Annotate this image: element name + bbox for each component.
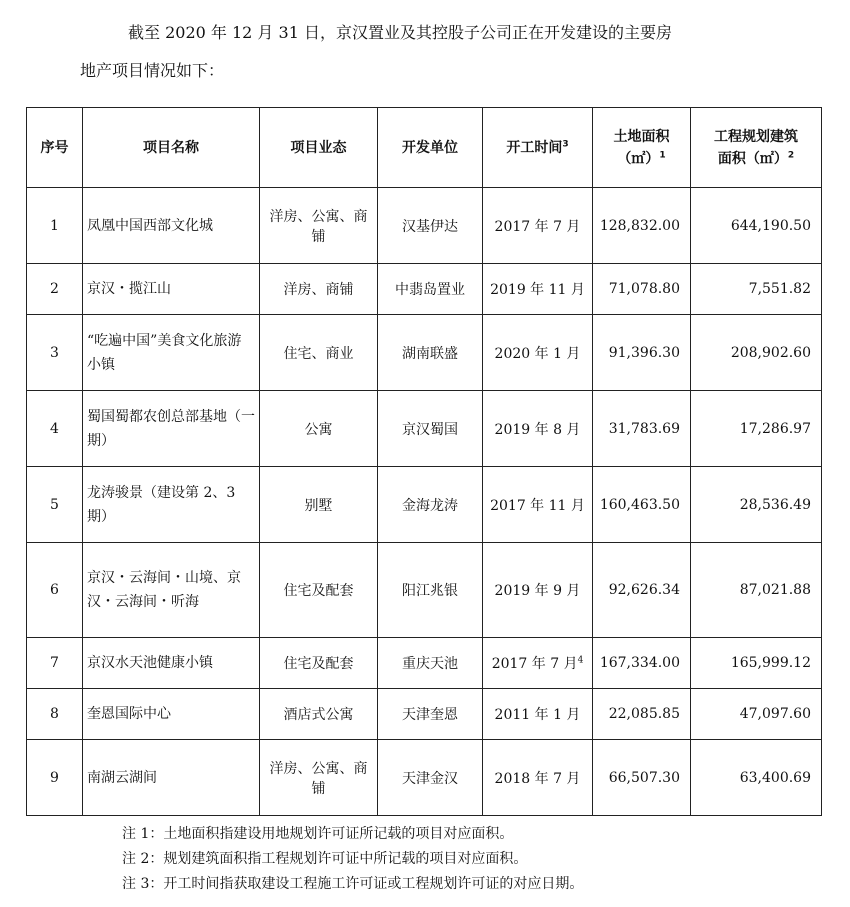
row-developer-text: 天津金汉 xyxy=(402,770,458,787)
row-type-text: 公寓 xyxy=(304,421,333,438)
row-start xyxy=(483,467,593,543)
row-build-area-text: 47,097.60 xyxy=(739,706,811,722)
row-no-text: 4 xyxy=(50,420,59,437)
footnote-ref: 4 xyxy=(577,655,584,666)
row-start-text: 2019 年 8 月 xyxy=(494,421,581,438)
row-build-area xyxy=(691,638,822,689)
row-build-area-text: 208,902.60 xyxy=(730,344,811,361)
row-start-text: 2017 年 7 月 xyxy=(494,218,581,235)
row-land-area xyxy=(593,467,691,543)
row-start-text: 2017 年 11 月 xyxy=(490,497,585,514)
intro-paragraph xyxy=(80,14,820,90)
row-start xyxy=(483,188,593,264)
row-no xyxy=(27,543,83,638)
row-no xyxy=(27,689,83,740)
row-type xyxy=(260,689,378,740)
projects-table xyxy=(26,107,822,816)
row-build-area xyxy=(691,543,822,638)
row-build-area-text: 63,400.69 xyxy=(739,769,811,786)
row-no xyxy=(27,638,83,689)
row-build-area-text: 165,999.12 xyxy=(730,655,811,671)
row-developer-text: 金海龙涛 xyxy=(402,497,458,514)
header-land-line2: （㎡） xyxy=(617,150,660,167)
row-build-area xyxy=(691,467,822,543)
row-build-area xyxy=(691,689,822,740)
table-row xyxy=(27,467,822,543)
row-no-text: 3 xyxy=(50,344,59,361)
row-type xyxy=(260,467,378,543)
table-row xyxy=(27,689,822,740)
row-land-area-text: 71,078.80 xyxy=(608,281,680,297)
row-developer xyxy=(378,689,483,740)
row-start xyxy=(483,315,593,391)
row-start-text: 2011 年 1 月 xyxy=(494,707,581,723)
table-row xyxy=(27,543,822,638)
footnote-ref: 2 xyxy=(787,149,795,160)
row-no-text: 9 xyxy=(50,769,59,786)
row-land-area xyxy=(593,689,691,740)
header-start xyxy=(483,108,593,188)
row-no xyxy=(27,188,83,264)
row-name xyxy=(83,391,260,467)
row-name xyxy=(83,638,260,689)
row-land-area-text: 167,334.00 xyxy=(599,655,680,671)
row-build-area xyxy=(691,188,822,264)
row-developer xyxy=(378,264,483,315)
row-type-text: 酒店式公寓 xyxy=(283,707,354,723)
row-developer-text: 汉基伊达 xyxy=(402,218,458,235)
table-row xyxy=(27,264,822,315)
table-row xyxy=(27,315,822,391)
row-developer-text: 天津奎恩 xyxy=(402,707,458,723)
row-build-area-text: 87,021.88 xyxy=(739,582,811,598)
row-type-text: 洋房、公寓、商铺 xyxy=(269,760,368,797)
row-build-area xyxy=(691,740,822,816)
header-name: 项目名称 xyxy=(83,108,260,188)
row-land-area xyxy=(593,188,691,264)
row-developer xyxy=(378,467,483,543)
row-land-area xyxy=(593,638,691,689)
row-type-text: 洋房、公寓、商铺 xyxy=(269,208,368,245)
row-build-area-text: 644,190.50 xyxy=(730,217,811,234)
row-start xyxy=(483,543,593,638)
row-no xyxy=(27,740,83,816)
header-land-area xyxy=(593,108,691,188)
row-build-area-text: 17,286.97 xyxy=(739,420,811,437)
table-row xyxy=(27,638,822,689)
row-land-area-text: 92,626.34 xyxy=(608,582,680,598)
row-name xyxy=(83,689,260,740)
row-type-text: 住宅、商业 xyxy=(283,345,354,362)
row-start-text: 2020 年 1 月 xyxy=(494,345,581,362)
row-land-area-text: 91,396.30 xyxy=(608,344,680,361)
row-land-area xyxy=(593,740,691,816)
row-name xyxy=(83,740,260,816)
row-land-area-text: 22,085.85 xyxy=(608,706,680,722)
row-developer-text: 湖南联盛 xyxy=(402,345,458,362)
row-name-text: 南湖云湖间 xyxy=(87,769,157,786)
row-start xyxy=(483,740,593,816)
row-land-area xyxy=(593,543,691,638)
row-type xyxy=(260,188,378,264)
row-land-area-text: 128,832.00 xyxy=(599,217,680,234)
row-name xyxy=(83,188,260,264)
footnote-2: 注 2：规划建筑面积指工程规划许可证中所记载的项目对应面积。 xyxy=(122,851,528,867)
row-no xyxy=(27,467,83,543)
intro-line-2: 地产项目情况如下： xyxy=(80,61,225,80)
row-start xyxy=(483,689,593,740)
row-no-text: 6 xyxy=(50,582,59,598)
row-name-text: “吃遍中国”美食文化旅游小镇 xyxy=(87,332,242,373)
row-developer-text: 中翡岛置业 xyxy=(395,282,465,298)
row-no xyxy=(27,315,83,391)
header-developer: 开发单位 xyxy=(378,108,483,188)
header-build-line2: 面积（㎡） xyxy=(717,150,788,167)
row-land-area-text: 31,783.69 xyxy=(608,420,680,437)
row-name xyxy=(83,264,260,315)
row-no-text: 1 xyxy=(50,217,59,234)
row-type xyxy=(260,391,378,467)
row-start xyxy=(483,638,593,689)
footnote-ref: 1 xyxy=(659,149,666,160)
row-start xyxy=(483,264,593,315)
footnote-1: 注 1：土地面积指建设用地规划许可证所记载的项目对应面积。 xyxy=(122,826,514,842)
row-build-area xyxy=(691,391,822,467)
table-row xyxy=(27,188,822,264)
row-type xyxy=(260,264,378,315)
footnotes xyxy=(122,822,583,897)
row-name-text: 蜀国蜀都农创总部基地（一期） xyxy=(87,408,255,449)
row-no xyxy=(27,391,83,467)
row-name-text: 京汉水天池健康小镇 xyxy=(87,655,213,671)
row-no-text: 7 xyxy=(50,655,59,671)
row-developer xyxy=(378,740,483,816)
row-developer xyxy=(378,391,483,467)
table-header-row xyxy=(27,108,822,188)
row-developer-text: 京汉蜀国 xyxy=(402,421,458,438)
footnote-3: 注 3：开工时间指获取建设工程施工许可证或工程规划许可证的对应日期。 xyxy=(122,876,584,892)
row-name xyxy=(83,315,260,391)
row-name-text: 京汉・揽江山 xyxy=(87,281,171,297)
row-no-text: 2 xyxy=(50,281,59,297)
row-type xyxy=(260,543,378,638)
row-developer xyxy=(378,188,483,264)
row-start-text: 2018 年 7 月 xyxy=(494,770,581,787)
table-row xyxy=(27,740,822,816)
row-type xyxy=(260,315,378,391)
footnote-ref: 3 xyxy=(562,138,569,149)
row-build-area xyxy=(691,264,822,315)
intro-line-1: 截至 2020 年 12 月 31 日，京汉置业及其控股子公司正在开发建设的主要房 xyxy=(128,23,672,42)
row-name-text: 龙涛骏景（建设第 2、3 期） xyxy=(87,484,236,525)
row-developer xyxy=(378,315,483,391)
row-land-area-text: 160,463.50 xyxy=(599,496,680,513)
row-developer xyxy=(378,543,483,638)
header-start-label: 开工时间 xyxy=(506,139,563,156)
row-name-text: 凤凰中国西部文化城 xyxy=(87,217,213,234)
row-type xyxy=(260,740,378,816)
row-build-area-text: 28,536.49 xyxy=(739,496,811,513)
row-type xyxy=(260,638,378,689)
row-developer xyxy=(378,638,483,689)
row-name xyxy=(83,467,260,543)
row-land-area-text: 66,507.30 xyxy=(608,769,680,786)
row-name xyxy=(83,543,260,638)
row-type-text: 住宅及配套 xyxy=(283,656,354,672)
row-start xyxy=(483,391,593,467)
header-build-area xyxy=(691,108,822,188)
table-row xyxy=(27,391,822,467)
row-land-area xyxy=(593,391,691,467)
row-type-text: 住宅及配套 xyxy=(283,583,354,599)
row-land-area xyxy=(593,315,691,391)
header-build-line1: 工程规划建筑 xyxy=(714,128,798,145)
row-name-text: 奎恩国际中心 xyxy=(87,706,171,722)
row-start-text: 2017 年 7 月 xyxy=(491,656,578,672)
row-build-area xyxy=(691,315,822,391)
row-name-text: 京汉・云海间・山境、京汉・云海间・听海 xyxy=(87,570,241,610)
row-no-text: 8 xyxy=(50,706,59,722)
row-type-text: 别墅 xyxy=(304,497,333,514)
row-developer-text: 阳江兆银 xyxy=(402,583,458,599)
row-type-text: 洋房、商铺 xyxy=(283,282,354,298)
row-land-area xyxy=(593,264,691,315)
row-start-text: 2019 年 9 月 xyxy=(494,583,581,599)
header-type: 项目业态 xyxy=(260,108,378,188)
row-build-area-text: 7,551.82 xyxy=(748,281,811,297)
row-no-text: 5 xyxy=(50,496,59,513)
header-land-line1: 土地面积 xyxy=(613,128,670,145)
row-start-text: 2019 年 11 月 xyxy=(490,282,585,298)
row-no xyxy=(27,264,83,315)
header-no: 序号 xyxy=(27,108,83,188)
row-developer-text: 重庆天池 xyxy=(402,656,458,672)
